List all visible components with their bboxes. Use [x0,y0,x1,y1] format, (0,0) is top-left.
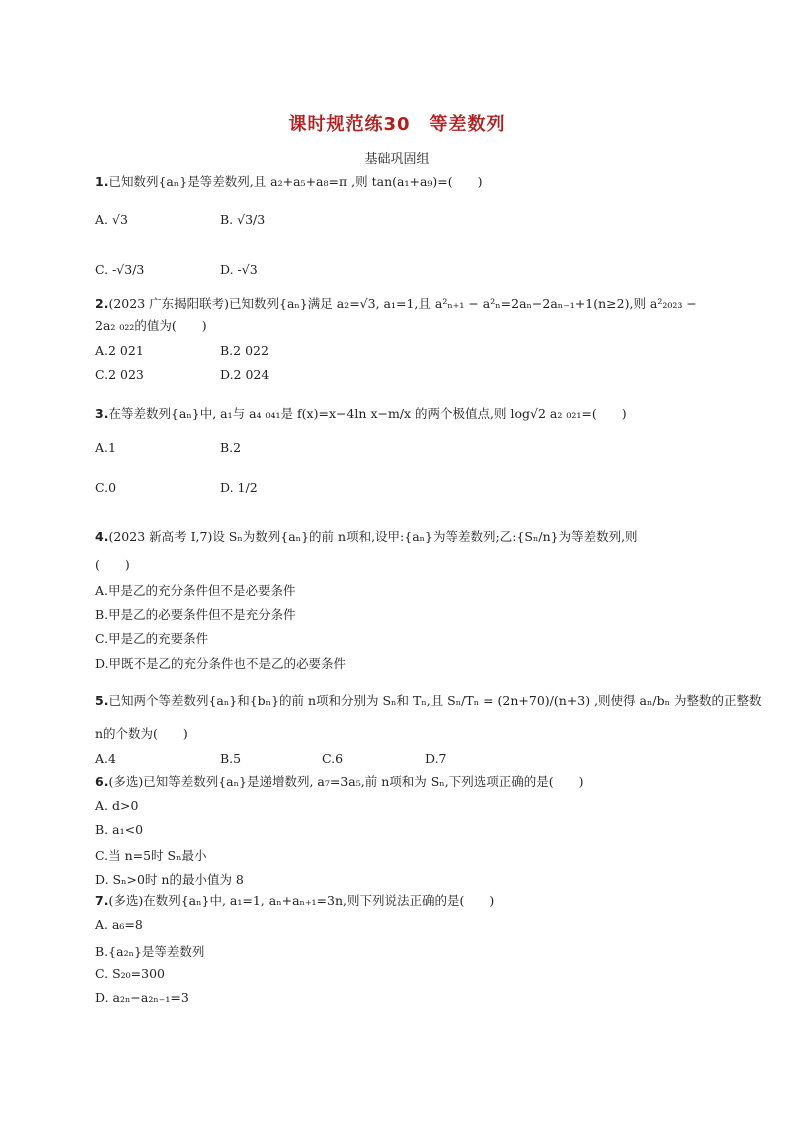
option-c: C. -√3/3 [95,262,145,277]
option-a: A.1 [95,440,116,455]
option-b: B.2 [220,440,242,455]
question-text: (多选)在数列{aₙ}中, a₁=1, aₙ+aₙ₊₁=3n,则下列说法正确的是( ) [108,893,495,908]
question-7 [95,893,494,908]
question-text: 已知两个等差数列{aₙ}和{bₙ}的前 n项和分别为 Sₙ和 Tₙ,且 Sₙ/Tₙ = (2n+70)/(n+3) ,则使得 aₙ/bₙ 为整数的正整数 [108,693,762,708]
option-c: C. S₂₀=300 [95,966,165,981]
question-6 [95,774,583,789]
question-number: 7. [95,893,109,908]
option-a: A.2 021 [95,343,144,358]
question-text: 在等差数列{aₙ}中, a₁与 a₄ ₀₄₁是 f(x)=x−4ln x−m/x 的两个极值点,则 log√2 a₂ ₀₂₁=( ) [108,406,627,421]
question-5-cont: n的个数为( ) [95,726,188,741]
option-a: A.甲是乙的充分条件但不是必要条件 [95,583,296,598]
option-d: D.甲既不是乙的充分条件也不是乙的必要条件 [95,656,347,671]
option-b: B.2 022 [220,343,269,358]
option-d: D. Sₙ>0时 n的最小值为 8 [95,872,244,887]
question-text: (2023 广东揭阳联考)已知数列{aₙ}满足 a₂=√3, a₁=1,且 a²ₙ₊₁ − a²ₙ=2aₙ−2aₙ₋₁+1(n≥2),则 a²₂₀₂₃ − [108,296,697,311]
option-b: B.{a₂ₙ}是等差数列 [95,944,205,959]
question-2 [95,296,697,311]
option-d: D.2 024 [220,367,270,382]
option-c: C.0 [95,480,117,495]
question-text: 已知数列{aₙ}是等差数列,且 a₂+a₅+a₈=π ,则 tan(a₁+a₉)=( ) [108,174,483,189]
question-text: (多选)已知等差数列{aₙ}是递增数列, a₇=3a₅,前 n项和为 Sₙ,下列选项正确的是( ) [108,774,584,789]
option-b: B. a₁<0 [95,822,144,837]
option-c: C.当 n=5时 Sₙ最小 [95,848,207,863]
question-text: (2023 新高考 Ⅰ,7)设 Sₙ为数列{aₙ}的前 n项和,设甲:{aₙ}为等差数列;乙:{Sₙ/n}为等差数列,则 [108,529,638,544]
question-number: 5. [95,693,109,708]
question-5 [95,693,761,708]
option-d: D. 1/2 [220,480,258,495]
question-number: 1. [95,174,109,189]
option-b: B. √3/3 [220,212,266,227]
option-a: A. a₆=8 [95,917,143,932]
question-4 [95,529,638,544]
question-number: 3. [95,406,109,421]
option-a: A.4 [95,751,116,766]
option-c: C.6 [322,751,344,766]
option-a: A. d>0 [95,798,139,813]
question-number: 6. [95,774,109,789]
option-a: A. √3 [95,212,128,227]
question-3 [95,406,627,421]
option-b: B.甲是乙的必要条件但不是充分条件 [95,607,296,622]
question-number: 2. [95,296,109,311]
page-title: 课时规范练30 等差数列 [288,114,506,135]
option-c: C.2 023 [95,367,144,382]
option-d: D. a₂ₙ−a₂ₙ₋₁=3 [95,990,189,1005]
question-2-cont: 2a₂ ₀₂₂的值为( ) [95,318,207,333]
section-heading: 基础巩固组 [364,152,430,167]
option-d: D.7 [425,751,447,766]
question-4-cont: ( ) [95,557,130,572]
option-b: B.5 [220,751,242,766]
question-number: 4. [95,529,109,544]
option-c: C.甲是乙的充要条件 [95,631,209,646]
question-1 [95,174,483,189]
option-d: D. -√3 [220,262,258,277]
